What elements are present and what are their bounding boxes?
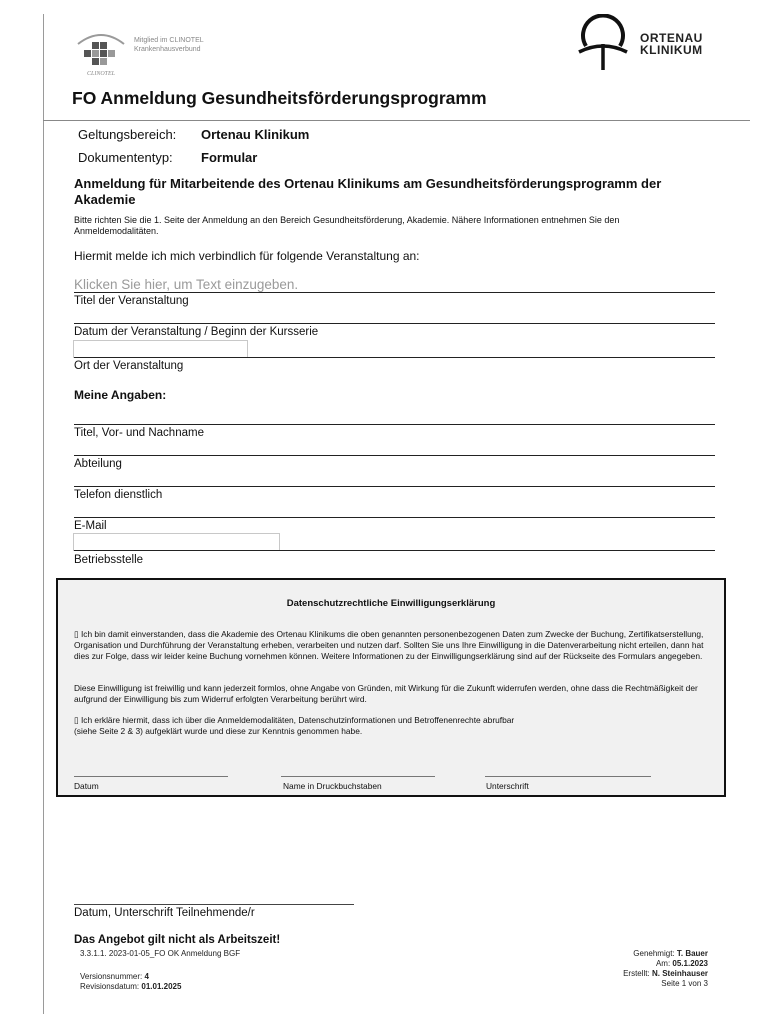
sig-name-line xyxy=(281,776,435,778)
approved-date-label: Am: xyxy=(655,959,671,968)
participant-signature-line xyxy=(74,904,354,905)
ortenau-klinikum-logo-icon xyxy=(576,14,630,72)
consent-checkbox-1[interactable]: ▯ xyxy=(74,629,79,639)
scope-value: Ortenau Klinikum xyxy=(201,127,310,142)
sig-name-label: Name in Druckbuchstaben xyxy=(283,781,382,791)
page-number: Seite 1 von 3 xyxy=(661,979,708,988)
working-time-notice: Das Angebot gilt nicht als Arbeitszeit! xyxy=(74,934,281,946)
approval-info xyxy=(500,949,708,989)
approved-value: T. Bauer xyxy=(676,949,708,958)
page-margin-line xyxy=(43,14,44,1014)
scope-label: Geltungsbereich: xyxy=(78,127,177,142)
event-title-line xyxy=(74,292,715,293)
site-label: Betriebsstelle xyxy=(74,554,144,566)
phone-label: Telefon dienstlich xyxy=(74,489,163,501)
document-id: 3.3.1.1. 2023-01-05_FO OK Anmeldung BGF xyxy=(80,949,241,958)
clinotel-membership xyxy=(134,36,204,54)
form-heading: Anmeldung für Mitarbeitende des Ortenau Klinikums am Gesundheitsförderungsprogramm der Akademie xyxy=(74,176,662,207)
revision-label: Revisionsdatum: xyxy=(80,982,140,991)
name-label: Titel, Vor- und Nachname xyxy=(74,427,204,439)
event-title-input[interactable]: Klicken Sie hier, um Text einzugeben. xyxy=(74,277,299,292)
event-place-label: Ort der Veranstaltung xyxy=(74,360,184,372)
version-info xyxy=(80,972,181,992)
sig-signature-line xyxy=(485,776,651,778)
site-line xyxy=(74,550,715,551)
version-label: Versionsnummer: xyxy=(80,972,143,981)
consent-paragraph-3 xyxy=(74,715,718,737)
event-date-label: Datum der Veranstaltung / Beginn der Kursserie xyxy=(74,326,319,338)
department-label: Abteilung xyxy=(74,458,122,470)
email-label: E-Mail xyxy=(74,520,107,532)
consent-text-1: Ich bin damit einverstanden, dass die Akademie des Ortenau Klinikums die oben genannten personenbezogenen Daten zum Zwecke der Buchung, Zertifikatserstellung, Organisation und Durchführung der Veranstaltung erheben, verarbeiten und nutzen darf. Sollten Sie uns Ihre Einwilligung in die Datenverarbeitung nicht erteilen, dann hat dies zur Folge, dass wir leider keine Buchung vornehmen können. Weitere Informationen zu der Einwilligungserklärung sind auf der Rückseite des Formulars angegeben. xyxy=(74,629,704,661)
sig-date-line xyxy=(74,776,228,778)
revision-value: 01.01.2025 xyxy=(141,982,182,991)
consent-paragraph-1 xyxy=(74,629,718,661)
created-label: Erstellt: xyxy=(623,969,650,978)
type-value: Formular xyxy=(201,150,258,165)
svg-text:CLINOTEL: CLINOTEL xyxy=(86,71,116,77)
type-label: Dokumententyp: xyxy=(78,150,173,165)
commit-statement: Hiermit melde ich mich verbindlich für folgende Veranstaltung an: xyxy=(74,249,420,263)
consent-box xyxy=(56,578,726,797)
event-title-label: Titel der Veranstaltung xyxy=(74,295,189,307)
routing-note: Bitte richten Sie die 1. Seite der Anmeldung an den Bereich Gesundheitsförderung, Akademie. Nähere Informationen entnehmen Sie den Anmeldemodalitäten. xyxy=(74,215,620,236)
event-date-line xyxy=(74,323,715,324)
phone-line xyxy=(74,486,715,487)
clinotel-line1: Mitglied im CLINOTEL xyxy=(134,37,204,44)
clinotel-seal-logo xyxy=(72,28,130,78)
event-date-input[interactable] xyxy=(73,340,248,358)
email-input[interactable] xyxy=(73,533,280,551)
approved-date-value: 05.1.2023 xyxy=(672,959,708,968)
personal-heading: Meine Angaben: xyxy=(74,388,167,402)
name-line xyxy=(74,424,715,425)
consent-paragraph-2: Diese Einwilligung ist freiwillig und kann jederzeit formlos, ohne Angabe von Gründen, mit Wirkung für die Zukunft widerrufen werden, ohne dass die Rechtmäßigkeit der aufgrund der Einwilligung bis zum Widerruf erfolgten Verarbeitung berührt wird. xyxy=(74,683,698,704)
version-value: 4 xyxy=(144,972,149,981)
approved-label: Genehmigt: xyxy=(633,949,675,958)
consent-text-3b: (siehe Seite 2 & 3) aufgeklärt wurde und diese zur Kenntnis genommen habe. xyxy=(74,725,363,736)
sig-date-label: Datum xyxy=(74,781,99,791)
participant-signature-label: Datum, Unterschrift Teilnehmende/r xyxy=(74,907,255,919)
department-line xyxy=(74,455,715,456)
clinotel-line2: Krankenhausverbund xyxy=(134,46,201,53)
document-title: FO Anmeldung Gesundheitsförderungsprogramm xyxy=(72,88,487,108)
brand-name xyxy=(640,32,703,56)
consent-title: Datenschutzrechtliche Einwilligungserklärung xyxy=(286,598,496,609)
brand-line2: KLINIKUM xyxy=(640,43,703,57)
sig-signature-label: Unterschrift xyxy=(486,781,529,791)
event-place-line xyxy=(74,357,715,358)
email-line xyxy=(74,517,715,518)
consent-text-3a: Ich erkläre hiermit, dass ich über die Anmeldemodalitäten, Datenschutzinformationen und Betroffenenrechte abrufbar xyxy=(80,715,515,725)
created-value: N. Steinhauser xyxy=(651,969,708,978)
title-divider xyxy=(43,120,750,121)
consent-checkbox-2[interactable]: ▯ xyxy=(74,715,79,725)
brand-line1: ORTENAU xyxy=(640,31,703,45)
